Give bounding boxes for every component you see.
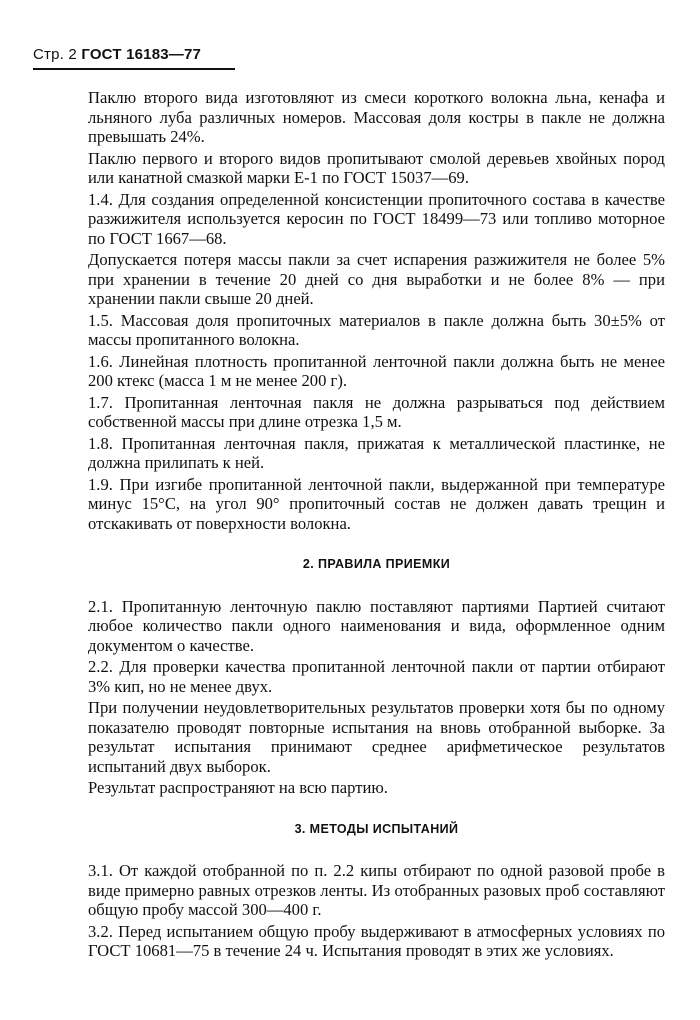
paragraph: 1.9. При изгибе пропитанной ленточной пакли, выдержанной при температуре минус 15°С, на угол 90° пропиточный состав не должен давать трещин и отскакивать от поверхности волокна. xyxy=(88,474,665,533)
standard-code: ГОСТ 16183—77 xyxy=(81,46,202,63)
page-number: Стр. 2 xyxy=(33,46,77,63)
paragraph: Паклю второго вида изготовляют из смеси короткого волокна льна, кенафа и льняного луба различных номеров. Массовая доля костры в пакле не должна превышать 24%. xyxy=(88,88,665,146)
section-heading: 2. ПРАВИЛА ПРИЕМКИ xyxy=(302,557,451,571)
paragraph: 2.2. Для проверки качества пропитанной ленточной пакли от партии отбирают 3% кип, но не менее двух. xyxy=(88,657,665,696)
paragraph: 3.2. Перед испытанием общую пробу выдерживают в атмосферных условиях по ГОСТ 10681—75 в течение 24 ч. Испытания проводят в этих же условиях. xyxy=(88,921,665,960)
paragraph: 1.5. Массовая доля пропиточных материалов в пакле должна быть 30±5% от массы пропитанного волокна. xyxy=(88,310,665,349)
paragraph: 2.1. Пропитанную ленточную паклю поставляют партиями Партией считают любое количество пакли одного наименования и вида, оформленное одним документом о качестве. xyxy=(88,596,665,655)
section-heading: 3. МЕТОДЫ ИСПЫТАНИЙ xyxy=(294,821,459,836)
paragraph: 1.7. Пропитанная ленточная пакля не должна разрываться под действием собственной массы при длине отрезка 1,5 м. xyxy=(88,392,665,431)
paragraph: При получении неудовлетворительных результатов проверки хотя бы по одному показателю проводят повторные испытания на вновь отобранной выборке. За результат испытания принимают среднее арифметическое результатов испытаний двух выборок. xyxy=(88,698,665,776)
paragraph: 1.8. Пропитанная ленточная пакля, прижатая к металлической пластинке, не должна прилипать к ней. xyxy=(88,433,665,472)
page-header xyxy=(33,46,235,70)
paragraph: 1.4. Для создания определенной консистенции пропиточного состава в качестве разжижителя используется керосин по ГОСТ 18499—73 или топливо моторное по ГОСТ 1667—68. xyxy=(88,189,665,248)
document-body xyxy=(88,88,665,963)
paragraph: 3.1. От каждой отобранной по п. 2.2 кипы отбирают по одной разовой пробе в виде примерно равных отрезков ленты. Из отобранных разовых проб составляют общую пробу массой 300—400 г. xyxy=(88,861,665,919)
paragraph: Результат распространяют на всю партию. xyxy=(88,778,388,797)
paragraph: Допускается потеря массы пакли за счет испарения разжижителя не более 5% при хранении в течение 20 дней со дня выработки и не более 8% — при хранении пакли свыше 20 дней. xyxy=(88,250,665,308)
paragraph: Паклю первого и второго видов пропитывают смолой деревьев хвойных пород или канатной смазкой марки Е-1 по ГОСТ 15037—69. xyxy=(88,148,665,187)
paragraph: 1.6. Линейная плотность пропитанной ленточной пакли должна быть не менее 200 ктекс (масса 1 м не менее 200 г). xyxy=(88,351,665,390)
